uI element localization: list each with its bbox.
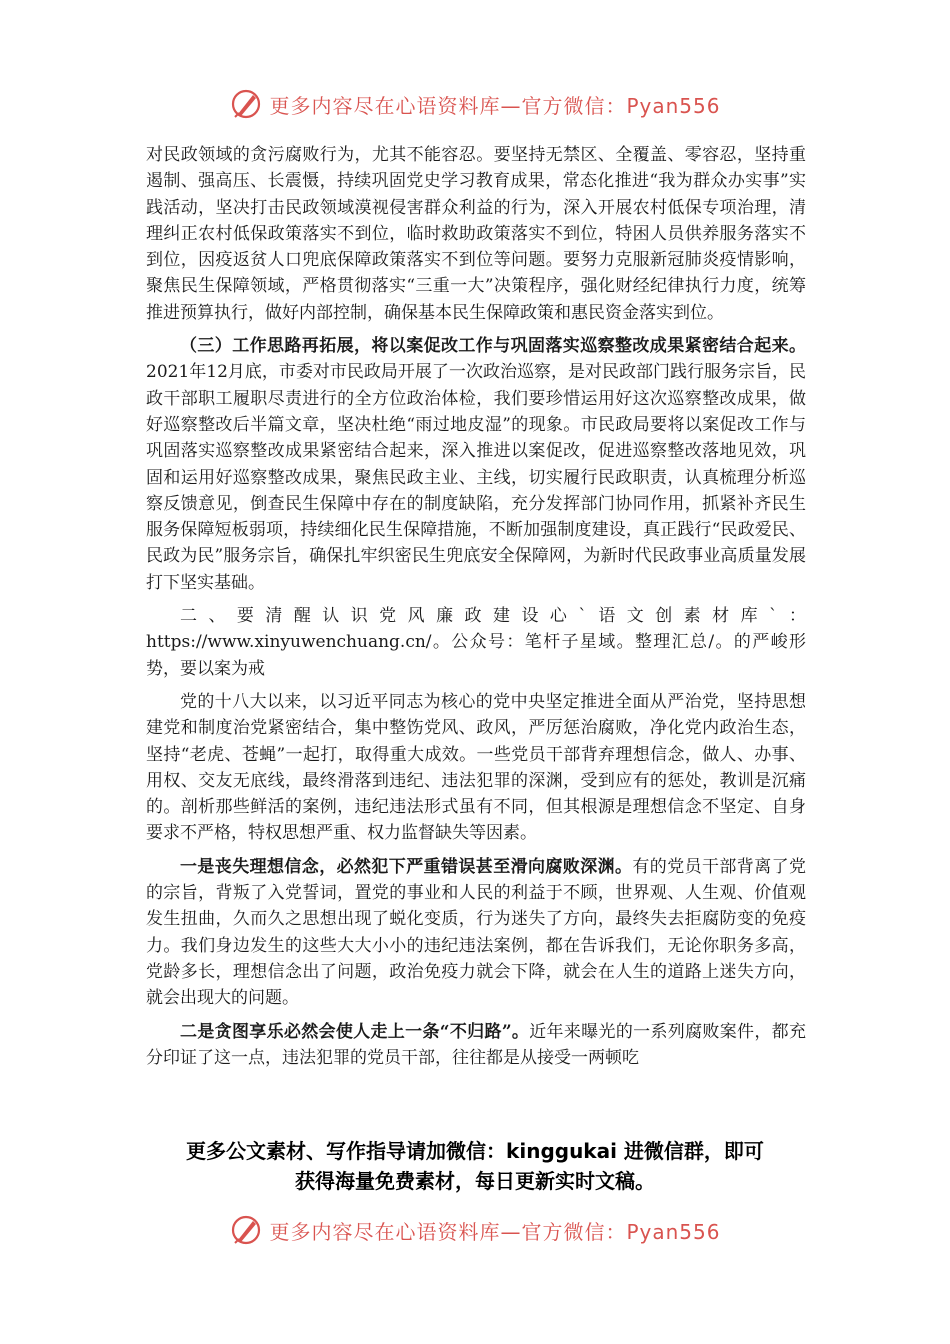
paragraph-2-text: 2021年12月底，市委对市民政局开展了一次政治巡察，是对民政部门践行服务宗旨，民政干部职工履职尽责进行的全方位政治体检，我们要珍惜运用好这次巡察整改成果，做好巡察整改后半篇文章，坚决杜绝“雨过地皮湿”的现象。市民政局要将以案促改工作与巩固落实巡察整改成果紧密结合起来，深入推进以案促改，促进巡察整改落地见效，巩固和运用好巡察整改成果，聚焦民政主业、主线，切实履行民政职责，认真梳理分析巡察反馈意见，倒查民生保障中存在的制度缺陷，充分发挥部门协同作用，抓紧补齐民生服务保障短板弱项，持续细化民生保障措施，不断加强制度建设，真正践行“民政爱民、民政为民”服务宗旨，确保扎牢织密民生兜底安全保障网，为新时代民政事业高质量发展打下坚实基础。 — [146, 362, 806, 593]
footer-banner-text: 更多内容尽在心语资料库—官方微信：Pyan556 — [269, 1219, 721, 1244]
promo-notice — [120, 1136, 830, 1196]
paragraph-6 — [146, 1019, 806, 1072]
document-body — [146, 142, 806, 1071]
promo-line-2: 获得海量免费素材，每日更新实时文稿。 — [295, 1169, 655, 1193]
footer-banner — [0, 1208, 950, 1252]
promo-line-1: 更多公文素材、写作指导请加微信：kinggukai 进微信群，即可 — [186, 1139, 764, 1163]
header-banner — [0, 82, 950, 126]
pen-logo-icon — [229, 1213, 263, 1247]
paragraph-5 — [146, 854, 806, 1012]
paragraph-4: 党的十八大以来，以习近平同志为核心的党中央坚定推进全面从严治党，坚持思想建党和制度治党紧密结合，集中整饬党风、政风，严厉惩治腐败，净化党内政治生态，坚持“老虎、苍蝇”一起打，取得重大成效。一些党员干部背弃理想信念，做人、办事、用权、交友无底线，最终滑落到违纪、违法犯罪的深渊，受到应有的惩处，教训是沉痛的。剖析那些鲜活的案例，违纪违法形式虽有不同，但其根源是理想信念不坚定、自身要求不严格，特权思想严重、权力监督缺失等因素。 — [146, 691, 806, 844]
paragraph-6-heading: 二是贪图享乐必然会使人走上一条“不归路”。 — [180, 1021, 530, 1042]
paragraph-2 — [146, 333, 806, 596]
header-banner-text: 更多内容尽在心语资料库—官方微信：Pyan556 — [269, 93, 721, 118]
paragraph-2-heading: （三）工作思路再拓展，将以案促改工作与巩固落实巡察整改成果紧密结合起来。 — [180, 336, 806, 357]
pen-logo-icon — [229, 87, 263, 121]
paragraph-1: 对民政领域的贪污腐败行为，尤其不能容忍。要坚持无禁区、全覆盖、零容忍，坚持重遏制、强高压、长震慑，持续巩固党史学习教育成果，常态化推进“我为群众办实事”实践活动，坚决打击民政领域漠视侵害群众利益的行为，深入开展农村低保专项治理，清理纠正农村低保政策落实不到位，临时救助政策落实不到位，特困人员供养服务落实不到位，因疫返贫人口兜底保障政策落实不到位等问题。要努力克服新冠肺炎疫情影响，聚焦民生保障领域，严格贯彻落实“三重一大”决策程序，强化财经纪律执行力度，统筹推进预算执行，做好内部控制，确保基本民生保障政策和惠民资金落实到位。 — [146, 145, 806, 323]
paragraph-6-text: 近年来曝光的一系列腐败案件，都充分印证了这一点，违法犯罪的党员干部，往往都是从接受一两顿吃 — [146, 1021, 806, 1068]
paragraph-5-heading: 一是丧失理想信念，必然犯下严重错误甚至滑向腐败深渊。 — [180, 856, 633, 877]
section-heading-2: 二、要清醒认识党风廉政建设心`语文创素材库`：https://www.xinyuwenchuang.cn/。公众号：笔杆子星域。整理汇总/。的严峻形势，要以案为戒 — [146, 606, 806, 679]
paragraph-5-text: 有的党员干部背离了党的宗旨，背叛了入党誓词，置党的事业和人民的利益于不顾，世界观、人生观、价值观发生扭曲，久而久之思想出现了蜕化变质，行为迷失了方向，最终失去拒腐防变的免疫力。我们身边发生的这些大大小小的违纪违法案例，都在告诉我们，无论你职务多高，党龄多长，理想信念出了问题，政治免疫力就会下降，就会在人生的道路上迷失方向，就会出现大的问题。 — [146, 856, 807, 1009]
